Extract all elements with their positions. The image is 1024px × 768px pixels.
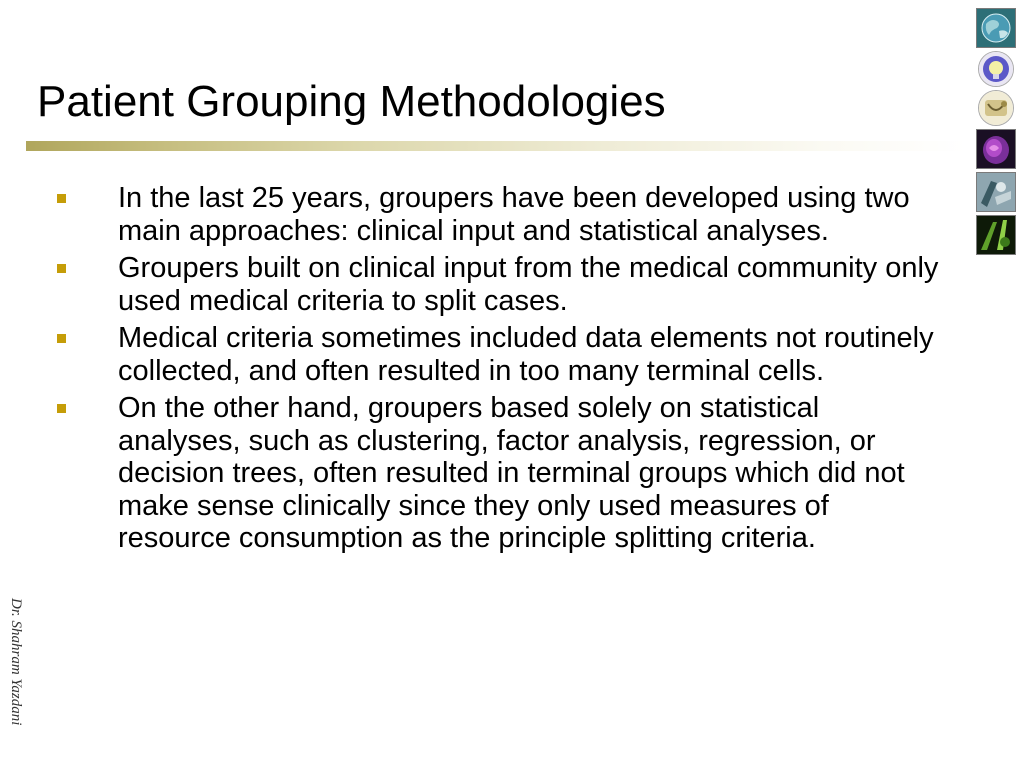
bullet-item (0, 252, 1000, 317)
bullet-square-icon (57, 334, 66, 343)
bullet-item (0, 322, 1000, 387)
microscope-icon (976, 215, 1016, 255)
brain-scan-icon (976, 129, 1016, 169)
author-credit: Dr. Shahram Yazdani (8, 598, 24, 726)
bullet-item (0, 392, 1000, 555)
stethoscope-icon (978, 90, 1014, 126)
slide-title: Patient Grouping Methodologies (37, 77, 666, 126)
bullet-square-icon (57, 404, 66, 413)
bullet-square-icon (57, 264, 66, 273)
bullet-text: Medical criteria sometimes included data elements not routinely collected, and often resulted in too many terminal cells. (118, 322, 934, 387)
xray-icon (976, 172, 1016, 212)
bullet-list (0, 182, 1000, 560)
bullet-text: In the last 25 years, groupers have been developed using two main approaches: clinical input and statistical analyses. (118, 182, 910, 247)
bullet-text: Groupers built on clinical input from the medical community only used medical criteria to split cases. (118, 252, 939, 317)
globe-icon (976, 8, 1016, 48)
bullet-square-icon (57, 194, 66, 203)
bullet-text: On the other hand, groupers based solely on statistical analyses, such as clustering, factor analysis, regression, or decision trees, often resulted in terminal groups which did not make sense clinically since they only used measures of resource consumption as the principle splitting criteria. (118, 392, 905, 554)
lightbulb-icon (978, 51, 1014, 87)
decorative-icon-strip (976, 8, 1016, 258)
bullet-item (0, 182, 1000, 247)
title-underline (26, 141, 966, 151)
